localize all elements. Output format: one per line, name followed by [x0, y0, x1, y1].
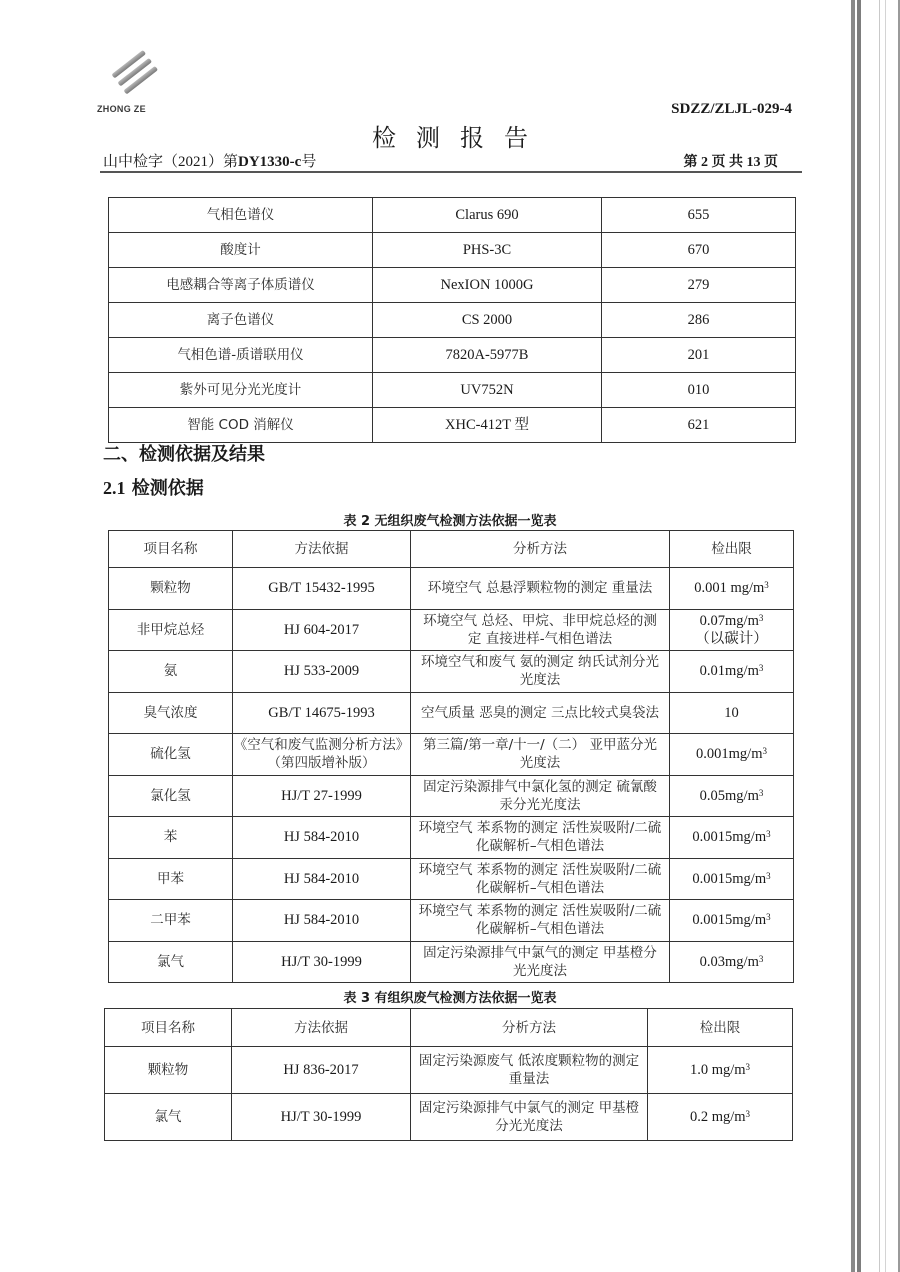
- method-standard-text: HJ 584-2010: [283, 912, 360, 929]
- detection-limit: [670, 941, 794, 983]
- detection-limit: [670, 609, 794, 651]
- equipment-name-text: 气相色谱-质谱联用仪: [177, 347, 304, 363]
- column-header-method: 分析方法: [411, 531, 670, 568]
- detection-limit-text: 0.0015mg/m: [692, 912, 767, 929]
- analysis-method-text: 环境空气 苯系物的测定 活性炭吸附/二硫化碳解析–气相色谱法: [418, 820, 662, 855]
- document-code: SDZZ/ZLJL-029-4: [671, 101, 792, 117]
- unit-exponent: 3: [766, 912, 771, 923]
- equipment-model: [373, 268, 602, 303]
- item-name: [109, 900, 233, 942]
- equipment-code: [602, 338, 796, 373]
- equipment-code-text: 655: [687, 207, 710, 223]
- item-name-text: 颗粒物: [147, 1062, 189, 1078]
- table-row: [109, 609, 794, 651]
- column-header-item: 项目名称: [105, 1009, 232, 1047]
- report-number-prefix: 山中检字（2021）第: [103, 154, 239, 170]
- method-standard: [232, 1094, 411, 1141]
- table-header-row: [109, 531, 794, 568]
- equipment-code: [602, 198, 796, 233]
- item-name: [109, 775, 233, 817]
- table-row: [109, 233, 796, 268]
- item-name: [105, 1094, 232, 1141]
- equipment-model: [373, 373, 602, 408]
- table-row: [109, 198, 796, 233]
- detection-limit-text: 0.001mg/m: [696, 746, 763, 763]
- equipment-code-text: 010: [687, 382, 710, 398]
- analysis-method-text: 固定污染源排气中氯气的测定 甲基橙分光光度法: [423, 944, 657, 979]
- equipment-model: [373, 408, 602, 443]
- equipment-name: [109, 338, 373, 373]
- analysis-method-text: 固定污染源排气中氯化氢的测定 硫氰酸汞分光光度法: [423, 778, 657, 813]
- header-divider: [100, 171, 802, 173]
- item-name-text: 臭气浓度: [143, 704, 198, 721]
- table-row: [105, 1094, 793, 1141]
- unit-exponent: 3: [766, 870, 771, 881]
- unit-exponent: 3: [758, 663, 764, 674]
- analysis-method-text: 环境空气和废气 氨的测定 纳氏试剂分光光度法: [420, 654, 660, 689]
- detection-limit-text: 10: [724, 704, 739, 721]
- detection-limit: [670, 900, 794, 942]
- method-standard: [233, 568, 411, 610]
- unit-exponent: 3: [758, 612, 764, 623]
- analysis-method: [411, 941, 670, 983]
- analysis-method: [411, 900, 670, 942]
- equipment-name: [109, 268, 373, 303]
- item-name-text: 甲苯: [157, 870, 184, 887]
- analysis-method-text: 环境空气 苯系物的测定 活性炭吸附/二硫化碳解析–气相色谱法: [418, 861, 662, 896]
- detection-limit-text: 0.001 mg/m: [694, 580, 765, 597]
- analysis-method: [411, 1094, 648, 1141]
- logo-text: ZHONG ZE: [97, 104, 146, 114]
- equipment-model-text: XHC-412T 型: [445, 417, 529, 433]
- method-standard: [233, 817, 411, 859]
- fugitive-emission-method-table: [108, 530, 794, 983]
- method-standard: [233, 858, 411, 900]
- analysis-method: [411, 692, 670, 734]
- table-row: [109, 817, 794, 859]
- detection-limit: [648, 1047, 793, 1094]
- table-row: [109, 941, 794, 983]
- analysis-method-text: 环境空气 总悬浮颗粒物的测定 重量法: [427, 580, 653, 597]
- analysis-method-text: 空气质量 恶臭的测定 三点比较式臭袋法: [420, 704, 660, 721]
- detection-limit: [670, 858, 794, 900]
- item-name-text: 二甲苯: [150, 912, 191, 929]
- method-standard-text: HJ/T 27-1999: [281, 787, 362, 804]
- method-standard: [233, 734, 411, 776]
- page-title: 检测报告: [372, 124, 548, 152]
- unit-exponent: 3: [745, 1109, 751, 1119]
- detection-limit-text: 0.07mg/m: [699, 612, 759, 629]
- table3-caption: 表 3 有组织废气检测方法依据一览表: [343, 991, 557, 1006]
- page-edge-shadow: [857, 0, 861, 1272]
- item-name-text: 氯化氢: [150, 787, 191, 804]
- method-standard-text: GB/T 14675-1993: [268, 704, 375, 721]
- method-standard-text: HJ 533-2009: [283, 663, 360, 680]
- detection-limit-text: 1.0 mg/m: [689, 1062, 746, 1078]
- subsection-heading: [103, 474, 204, 500]
- column-header-standard: 方法依据: [233, 531, 411, 568]
- method-standard-text: HJ 836-2017: [283, 1062, 359, 1078]
- column-header-limit: 检出限: [670, 531, 794, 568]
- method-standard-text: GB/T 15432-1995: [268, 580, 375, 597]
- equipment-model: [373, 198, 602, 233]
- detection-limit: [670, 775, 794, 817]
- column-header-limit: 检出限: [648, 1009, 793, 1047]
- equipment-model-text: UV752N: [460, 382, 514, 398]
- analysis-method-text: 环境空气 总烃、甲烷、非甲烷总烃的测定 直接进样-气相色谱法: [423, 612, 657, 647]
- unit-exponent: 3: [762, 746, 767, 757]
- analysis-method: [411, 609, 670, 651]
- item-name-text: 颗粒物: [150, 580, 191, 597]
- equipment-table: [108, 197, 796, 443]
- page-edge-line: [879, 0, 880, 1272]
- company-logo: [97, 58, 167, 118]
- table-row: [109, 568, 794, 610]
- column-header-standard: 方法依据: [232, 1009, 411, 1047]
- item-name-text: 氨: [163, 663, 178, 680]
- equipment-name: [109, 198, 373, 233]
- detection-limit: [670, 734, 794, 776]
- analysis-method: [411, 568, 670, 610]
- equipment-code: [602, 233, 796, 268]
- table-row: [105, 1047, 793, 1094]
- equipment-model: [373, 303, 602, 338]
- table-row: [109, 303, 796, 338]
- analysis-method: [411, 858, 670, 900]
- item-name: [109, 941, 233, 983]
- detection-limit: [670, 651, 794, 693]
- equipment-code: [602, 408, 796, 443]
- equipment-name-text: 离子色谱仪: [206, 312, 275, 328]
- item-name: [109, 734, 233, 776]
- section-heading: 二、检测依据及结果: [103, 444, 265, 465]
- method-standard: [233, 692, 411, 734]
- table2-caption: 表 2 无组织废气检测方法依据一览表: [343, 514, 557, 529]
- analysis-method-text: 环境空气 苯系物的测定 活性炭吸附/二硫化碳解析–气相色谱法: [418, 903, 662, 938]
- item-name: [109, 858, 233, 900]
- detection-limit: [670, 817, 794, 859]
- report-number-id: DY1330-c: [238, 154, 302, 170]
- equipment-code-text: 279: [687, 277, 710, 293]
- equipment-name: [109, 373, 373, 408]
- subsection-number: 2.1: [103, 478, 126, 498]
- method-standard: [233, 941, 411, 983]
- detection-limit: [670, 692, 794, 734]
- table-row: [109, 338, 796, 373]
- equipment-name-text: 酸度计: [220, 242, 261, 258]
- equipment-name: [109, 303, 373, 338]
- equipment-name-text: 智能 COD 消解仪: [187, 417, 294, 433]
- item-name: [109, 609, 233, 651]
- item-name: [109, 692, 233, 734]
- column-header-item: 项目名称: [109, 531, 233, 568]
- method-standard: [233, 900, 411, 942]
- item-name: [109, 651, 233, 693]
- item-name: [105, 1047, 232, 1094]
- item-name: [109, 568, 233, 610]
- analysis-method: [411, 817, 670, 859]
- logo-stripes-icon: [109, 62, 153, 96]
- table-row: [109, 692, 794, 734]
- equipment-model-text: NexION 1000G: [440, 277, 534, 293]
- item-name-text: 氯气: [157, 953, 184, 970]
- equipment-code-text: 201: [687, 347, 710, 363]
- detection-limit: [648, 1094, 793, 1141]
- subsection-title: 检测依据: [131, 478, 204, 499]
- equipment-code: [602, 373, 796, 408]
- analysis-method: [411, 1047, 648, 1094]
- equipment-model-text: PHS-3C: [462, 242, 512, 258]
- report-number-suffix: 号: [301, 154, 317, 170]
- page-edge-shadow: [851, 0, 855, 1272]
- analysis-method: [411, 775, 670, 817]
- table-header-row: [105, 1009, 793, 1047]
- method-standard-text: HJ 584-2010: [283, 870, 360, 887]
- equipment-code-text: 670: [687, 242, 710, 258]
- item-name-text: 苯: [163, 829, 178, 846]
- table-row: [109, 734, 794, 776]
- method-standard-text: 《空气和废气监测分析方法》（第四版增补版）: [233, 737, 410, 772]
- equipment-code-text: 286: [687, 312, 710, 328]
- item-name-text: 氯气: [154, 1109, 182, 1125]
- unit-exponent: 3: [766, 829, 771, 840]
- method-standard: [233, 651, 411, 693]
- method-standard: [232, 1047, 411, 1094]
- equipment-name-text: 电感耦合等离子体质谱仪: [166, 277, 315, 293]
- method-standard: [233, 609, 411, 651]
- page-edge-line: [885, 0, 886, 1272]
- unit-exponent: 3: [764, 580, 769, 591]
- table-row: [109, 858, 794, 900]
- limit-note: （以碳计）: [695, 630, 768, 647]
- table-row: [109, 651, 794, 693]
- equipment-code-text: 621: [687, 417, 710, 433]
- equipment-model-text: 7820A-5977B: [445, 347, 529, 363]
- organized-emission-method-table: [104, 1008, 793, 1141]
- table-row: [109, 408, 796, 443]
- detection-limit-text: 0.03mg/m: [699, 953, 759, 970]
- item-name-text: 非甲烷总烃: [136, 621, 205, 638]
- detection-limit-text: 0.2 mg/m: [689, 1109, 746, 1125]
- analysis-method-text: 固定污染源排气中氯气的测定 甲基橙分光光度法: [418, 1100, 640, 1134]
- equipment-name: [109, 408, 373, 443]
- detection-limit-text: 0.0015mg/m: [692, 829, 767, 846]
- table-row: [109, 775, 794, 817]
- equipment-model: [373, 338, 602, 373]
- method-standard-text: HJ 584-2010: [283, 829, 360, 846]
- equipment-code: [602, 268, 796, 303]
- table-row: [109, 900, 794, 942]
- equipment-model: [373, 233, 602, 268]
- item-name-text: 硫化氢: [150, 746, 191, 763]
- equipment-name: [109, 233, 373, 268]
- page-indicator: 第 2 页 共 13 页: [683, 155, 778, 170]
- item-name: [109, 817, 233, 859]
- equipment-model-text: Clarus 690: [455, 207, 519, 223]
- equipment-name-text: 气相色谱仪: [206, 207, 275, 223]
- detection-limit-text: 0.05mg/m: [699, 787, 759, 804]
- detection-limit: [670, 568, 794, 610]
- analysis-method: [411, 651, 670, 693]
- analysis-method-text: 固定污染源废气 低浓度颗粒物的测定 重量法: [418, 1053, 640, 1087]
- detection-limit-text: 0.0015mg/m: [692, 870, 767, 887]
- column-header-method: 分析方法: [411, 1009, 648, 1047]
- equipment-model-text: CS 2000: [461, 312, 513, 328]
- unit-exponent: 3: [758, 787, 764, 798]
- unit-exponent: 3: [745, 1062, 751, 1072]
- analysis-method: [411, 734, 670, 776]
- method-standard-text: HJ/T 30-1999: [281, 953, 362, 970]
- table-row: [109, 373, 796, 408]
- detection-limit-text: 0.01mg/m: [699, 663, 759, 680]
- table-row: [109, 268, 796, 303]
- method-standard-text: HJ 604-2017: [283, 621, 360, 638]
- equipment-code: [602, 303, 796, 338]
- report-number: [103, 150, 316, 171]
- equipment-name-text: 紫外可见分光光度计: [179, 382, 302, 398]
- method-standard-text: HJ/T 30-1999: [280, 1109, 362, 1125]
- unit-exponent: 3: [758, 953, 764, 964]
- method-standard: [233, 775, 411, 817]
- analysis-method-text: 第三篇/第一章/十一/（二） 亚甲蓝分光光度法: [423, 737, 657, 772]
